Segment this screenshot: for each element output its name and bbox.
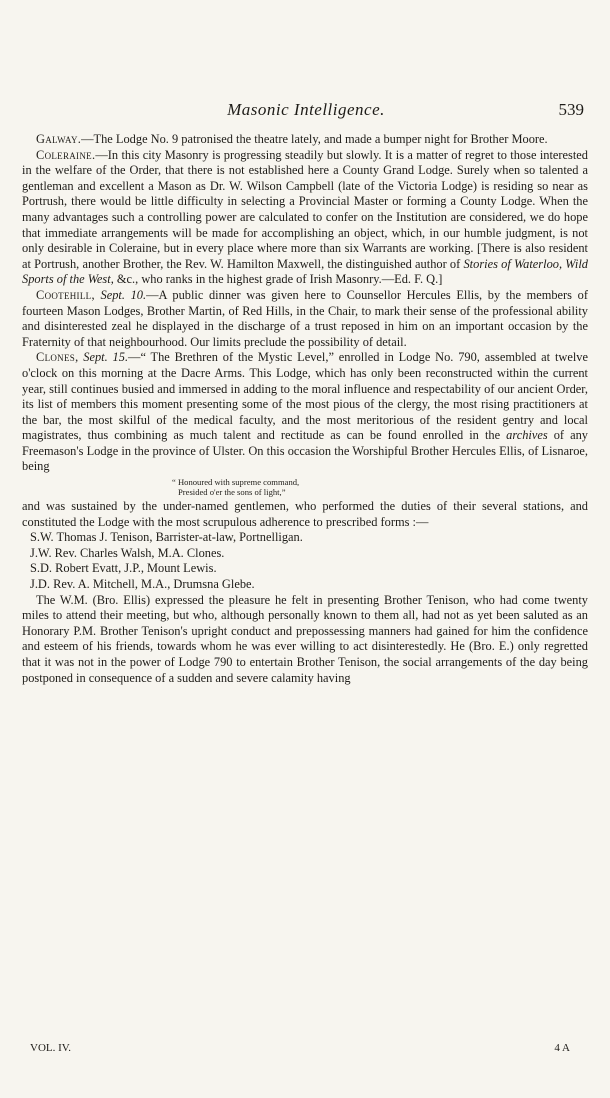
verse-quote xyxy=(172,477,588,497)
clones-archives: archives xyxy=(506,428,548,443)
coleraine-text-2: &c., who ranks in the highest grade of Irish Masonry.—Ed. F. Q.] xyxy=(113,272,443,287)
verse-line-2: Presided o'er the sons of light,” xyxy=(178,487,286,498)
page-header xyxy=(28,100,584,126)
clones-text-1: —“ The Brethren of the Mystic Level,” enrolled in Lodge No. 790, assembled at twelve o'clock on this morning at the Dacre Arms. This Lodge, which has only been reconstructed within the current year, still continues busied and immersed in adding to the moral influence and respectability of our ancient Order, its list of members this moment presenting some of the most pious of the clergy, the most rising practitioners at the bar, the most skilful of the medical faculty, and the most meritorious of the resident gentry and local magistrates, thus combining as much talent and rectitude as can be found enrolled in the xyxy=(22,350,588,443)
officer-senior-warden: S.W. Thomas J. Tenison, Barrister-at-law, Portnelligan. xyxy=(30,530,303,545)
officer-junior-warden: J.W. Rev. Charles Walsh, M.A. Clones. xyxy=(30,545,225,560)
paragraph-continuation: and was sustained by the under-named gentlemen, who performed the duties of their several stations, and constituted the Lodge with the most scrupulous adherence to prescribed forms :— xyxy=(22,499,588,529)
running-head: Masonic Intelligence. xyxy=(227,100,385,119)
paragraph-galway xyxy=(22,132,588,148)
place-galway: Galway. xyxy=(36,132,82,146)
place-clones: Clones, xyxy=(36,350,79,365)
paragraph-cootehill xyxy=(22,288,588,350)
page-footer xyxy=(30,1042,570,1058)
officers-list xyxy=(22,530,588,592)
volume-label: VOL. IV. xyxy=(30,1042,72,1054)
place-coleraine: Coleraine. xyxy=(36,147,96,162)
galway-text: —The Lodge No. 9 patronised the theatre lately, and made a bumper night for Brother Moore. xyxy=(81,132,548,146)
coleraine-text-1: —In this city Masonry is progressing steadily but slowly. It is a matter of regret to those interested in the welfare of the Order, that there is not established here a County Grand Lodge. Surely when so talented a gentleman and excellent a Mason as Dr. W. Wilson Campbell (late of the Victoria Lodge) is residing so near as Portrush, there would be little difficulty in selecting a Provincial Master or forming a County Lodge. When the many advantages such a controlling power are calculated to confer on the Institution are considered, we do hope that immediate arrangements will be made for accomplishing an object, which, in our humble judgment, is not only desirable in Coleraine, but in every place where more than six Warrants are working. [There is also resident at Portrush, another Brother, the Rev. W. Hamilton Maxwell, the distinguished author of xyxy=(22,147,588,271)
page-number: 539 xyxy=(558,100,584,119)
date-clones: Sept. 15. xyxy=(83,350,129,365)
signature-mark: 4 A xyxy=(554,1042,570,1054)
paragraph-coleraine xyxy=(22,148,588,288)
paragraph-closing: The W.M. (Bro. Ellis) expressed the pleasure he felt in presenting Brother Tenison, who had come twenty miles to attend their meeting, but who, although personally known to them all, had not as yet been saluted as an Honorary P.M. Brother Tenison's upright conduct and prepossessing manners had gained for him the confidence and esteem of his friends, towards whom he was ever willing to act disinterestedly. He (Bro. E.) only regretted that it was not in the power of Lodge 790 to entertain Brother Tenison, the social arrangements of the day being postponed in consequence of a sudden and severe calamity having xyxy=(22,592,588,685)
officer-senior-deacon: S.D. Robert Evatt, J.P., Mount Lewis. xyxy=(30,561,217,576)
date-cootehill: Sept. 10. xyxy=(100,287,147,302)
place-cootehill: Cootehill, xyxy=(36,287,95,302)
clones-text-2: of any Freemason's Lodge in the province of Ulster. On this occasion the Worshipful Brother Hercules Ellis, of Lisnaroe, being xyxy=(22,428,588,474)
officer-junior-deacon: J.D. Rev. A. Mitchell, M.A., Drumsna Glebe. xyxy=(30,577,255,592)
paragraph-clones xyxy=(22,350,588,475)
verse-line-1: “ Honoured with supreme command, xyxy=(172,477,300,488)
article-body xyxy=(22,132,588,686)
cootehill-text: —A public dinner was given here to Counsellor Hercules Ellis, by the members of fourteen Mason Lodges, Brother Martin, of Red Hills, in the Chair, to mark their sense of the professional ability and disinterested zeal he displayed in the discharge of a trust reposed in him on an important occasion by the Fraternity of that neighbourhood. Our limits preclude the possibility of detail. xyxy=(22,287,588,349)
coleraine-book-title: Stories of Waterloo, Wild Sports of the West, xyxy=(22,256,588,287)
